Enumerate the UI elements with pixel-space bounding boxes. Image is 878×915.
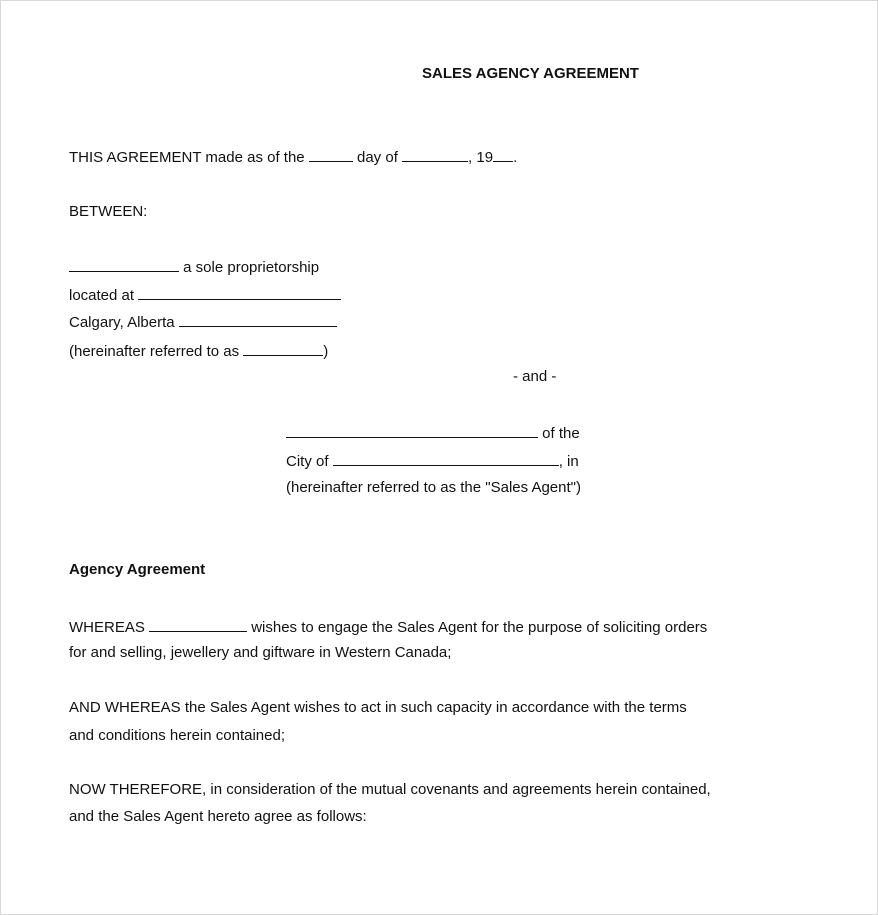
- intro-line: [69, 147, 517, 167]
- party2-city-blank: [333, 451, 559, 466]
- whereas1-line1: [69, 617, 707, 637]
- party1-alias-blank: [243, 341, 323, 356]
- party2-line2: [286, 451, 579, 471]
- whereas1-line2: for and selling, jewellery and giftware in Western Canada;: [69, 644, 452, 661]
- intro-text-1: THIS AGREEMENT made as of the: [69, 149, 305, 166]
- party1-line3: [69, 312, 337, 332]
- whereas2-line2: and conditions herein contained;: [69, 727, 285, 744]
- party2-name-blank: [286, 423, 538, 438]
- document-title: SALES AGENCY AGREEMENT: [422, 65, 639, 82]
- whereas1-rest: wishes to engage the Sales Agent for the purpose of soliciting orders: [251, 619, 708, 636]
- therefore-line2: and the Sales Agent hereto agree as follows:: [69, 808, 367, 825]
- whereas1-blank: [149, 617, 247, 632]
- intro-text-3: , 19: [468, 149, 494, 166]
- party1-city-blank: [179, 312, 337, 327]
- party2-line2-suffix: , in: [558, 453, 579, 470]
- party1-line1: [69, 257, 319, 277]
- party1-line4-close: ): [323, 343, 329, 360]
- party1-line2-text: located at: [69, 287, 135, 304]
- intro-text-2: day of: [357, 149, 398, 166]
- party2-line2-text: City of: [286, 453, 329, 470]
- party1-line2: [69, 285, 341, 305]
- therefore-line1: NOW THEREFORE, in consideration of the mutual covenants and agreements herein contained,: [69, 781, 711, 798]
- whereas2-line1: AND WHEREAS the Sales Agent wishes to act in such capacity in accordance with the terms: [69, 699, 687, 716]
- party2-line1: [286, 423, 580, 443]
- intro-text-4: .: [513, 149, 518, 166]
- party1-line4: [69, 341, 328, 361]
- whereas1-prefix: WHEREAS: [69, 619, 145, 636]
- party2-line1-text: of the: [542, 425, 580, 442]
- party1-line3-text: Calgary, Alberta: [69, 314, 175, 331]
- between-label: BETWEEN:: [69, 203, 148, 220]
- and-separator: - and -: [513, 368, 557, 385]
- year-blank: [493, 147, 513, 162]
- party2-line3: (hereinafter referred to as the "Sales Agent"): [286, 479, 581, 496]
- party1-line4-text: (hereinafter referred to as: [69, 343, 240, 360]
- section-heading: Agency Agreement: [69, 561, 206, 578]
- party1-line1-text: a sole proprietorship: [183, 259, 320, 276]
- party1-address-blank: [138, 285, 341, 300]
- day-blank: [309, 147, 353, 162]
- month-blank: [402, 147, 468, 162]
- party1-name-blank: [69, 257, 179, 272]
